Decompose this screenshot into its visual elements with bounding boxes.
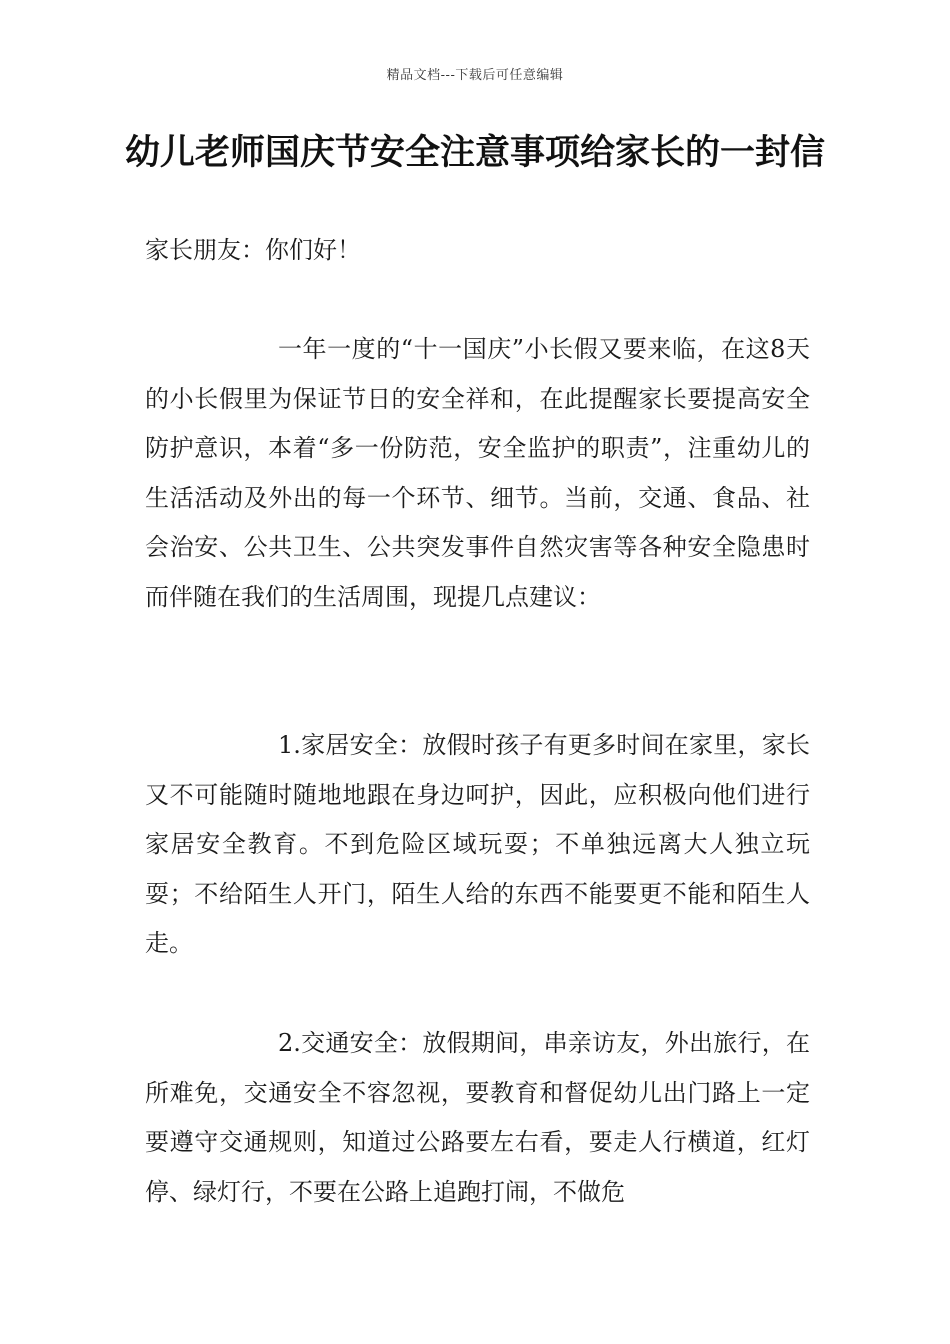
header-note: 精品文档---下载后可任意编辑	[386, 68, 564, 83]
paragraph-intro: 一年一度的“十一国庆”小长假又要来临，在这8天的小长假里为保证节日的安全祥和，在此提醒家长要提高安全防护意识，本着“多一份防范，安全监护的职责”，注重幼儿的生活活动及外出的每一个环节、细节。当前，交通、食品、社会治安、公共卫生、公共突发事件自然灾害等各种安全隐患时而伴随在我们的生活周围，现提几点建议：	[145, 335, 810, 611]
document-title: 幼儿老师国庆节安全注意事项给家长的一封信	[124, 133, 825, 173]
paragraph-traffic-safety: 2.交通安全：放假期间，串亲访友，外出旅行，在所难免，交通安全不容忽视，要教育和督促幼儿出门路上一定要遵守交通规则，知道过公路要左右看，要走人行横道，红灯停、绿灯行，不要在公路上追跑打闹，不做危	[145, 1029, 810, 1206]
greeting: 家长朋友：你们好！	[145, 236, 361, 264]
paragraph-home-safety: 1.家居安全：放假时孩子有更多时间在家里，家长又不可能随时随地地跟在身边呵护，因此，应积极向他们进行家居安全教育。不到危险区域玩耍；不单独远离大人独立玩耍；不给陌生人开门，陌生人给的东西不能要更不能和陌生人走。	[145, 731, 810, 957]
